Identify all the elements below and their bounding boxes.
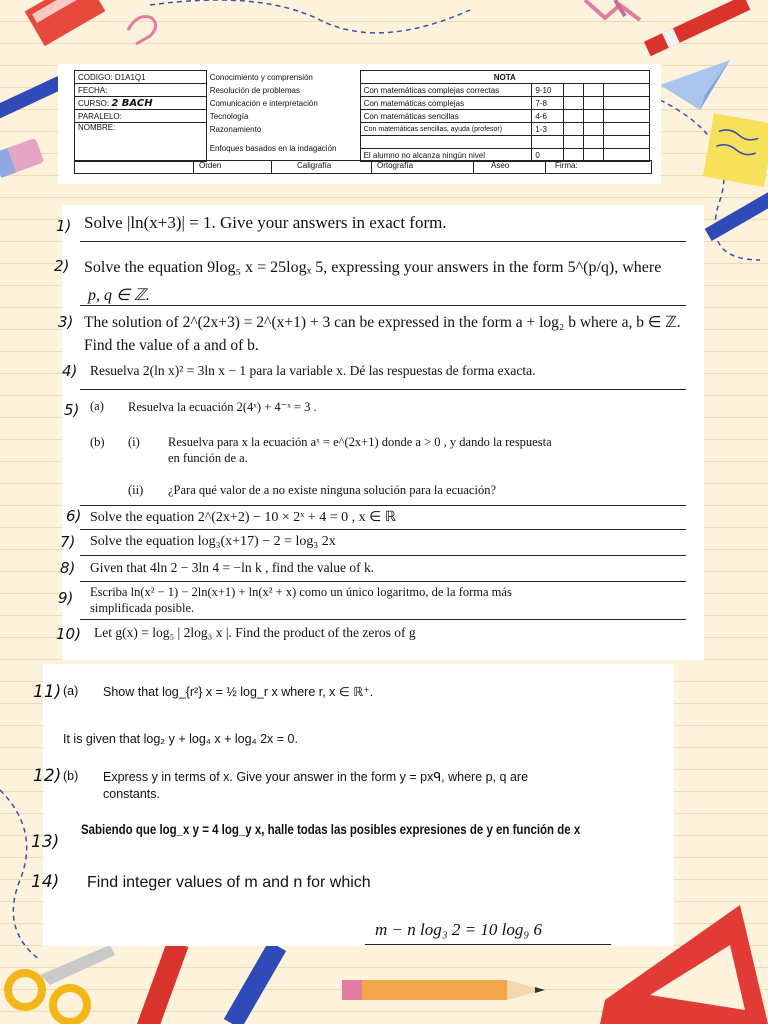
- criterion-3: Comunicación e interpretación: [206, 97, 360, 110]
- problem-12-part: (b): [63, 769, 79, 783]
- nota-label-5: El alumno no alcanza ningún nivel: [360, 149, 532, 162]
- problem-5bii-text: ¿Para qué valor de a no existe ninguna solución para la ecuación?: [168, 483, 496, 497]
- nota-label-4: Con matemáticas sencillas, ayuda (profesor): [360, 123, 532, 136]
- problem-12-text: Express y in terms of x. Give your answer in the form y = pxᑫ, where p, q are: [103, 770, 529, 784]
- orden-label: Orden: [199, 161, 222, 170]
- problem-14-number: 14): [31, 872, 60, 892]
- problem-5bii-label: (ii): [128, 483, 144, 497]
- code-cell: CODIGO: D1A1Q1: [75, 71, 207, 84]
- problem-12-text-2: constants.: [103, 787, 160, 801]
- paralelo-cell: PARALELO:: [75, 110, 207, 123]
- problem-sheet-1: [54, 205, 704, 660]
- problem-6-text: Solve the equation 2^(2x+2) − 10 × 2ˣ + 4 = 0 , x ∈ ℝ: [90, 510, 396, 525]
- problem-4-text: Resuelva 2(ln x)² = 3ln x − 1 para la variable x. Dé las respuestas de forma exacta.: [90, 363, 536, 378]
- criterion-4: Tecnología: [206, 110, 360, 123]
- nota-label-1: Con matemáticas complejas correctas: [360, 84, 532, 97]
- ortografia-label: Ortografía: [377, 161, 414, 170]
- nota-title: NOTA: [360, 71, 649, 84]
- problem-5a-label: (a): [90, 399, 104, 413]
- curso-label: CURSO:: [78, 98, 110, 108]
- problem-sheet-2: [31, 664, 674, 946]
- problem-11-part: (a): [63, 684, 79, 698]
- nota-label-3: Con matemáticas sencillas: [360, 110, 532, 123]
- problem-8-text: Given that 4ln 2 − 3ln 4 = −ln k , find the value of k.: [90, 560, 375, 575]
- caligrafia-label: Caligrafía: [297, 161, 332, 170]
- nota-range-1: 9-10: [532, 84, 564, 97]
- problem-3-text: The solution of 2^(2x+3) = 2^(x+1) + 3 can be expressed in the form a + log₂ b where a, b ∈ ℤ.: [84, 314, 681, 331]
- problem-14-equation: m − n log₃ 2 = 10 log₉ 6: [375, 920, 542, 939]
- problem-13-text: Sabiendo que log_x y = 4 log_y x, halle todas las posibles expresiones de y en función de x: [81, 821, 581, 837]
- problem-11-text: Show that log_{r²} x = ½ log_r x where r, x ∈ ℝ⁺.: [103, 685, 374, 699]
- problem-11-number: 11): [33, 682, 62, 702]
- grading-table: [74, 70, 650, 162]
- aseo-label: Aseo: [491, 161, 510, 170]
- nombre-cell: NOMBRE:: [75, 123, 207, 162]
- problem-14-text: Find integer values of m and n for which: [87, 874, 371, 891]
- nota-range-2: 7-8: [532, 97, 564, 110]
- problem-5bi-label: (i): [128, 435, 140, 449]
- problem-9-number: 9): [58, 589, 74, 607]
- problem-3-text-2: Find the value of a and of b.: [84, 337, 259, 354]
- footer-row: [74, 160, 652, 174]
- nota-range-3: 4-6: [532, 110, 564, 123]
- problem-7-number: 7): [60, 533, 76, 551]
- problem-10-text: Let g(x) = log₅ | 2log₃ x |. Find the product of the zeros of g: [94, 625, 416, 640]
- problem-1-number: 1): [56, 217, 72, 235]
- problem-12-number: 12): [33, 766, 62, 786]
- problem-5bi-text: Resuelva para x la ecuación aˣ = e^(2x+1) donde a > 0 , y dando la respuesta: [168, 435, 552, 449]
- problem-4-number: 4): [62, 362, 78, 380]
- nota-range-4: 1-3: [532, 123, 564, 136]
- problem-7-text: Solve the equation log₃(x+17) − 2 = log₃ 2x: [90, 534, 336, 549]
- problem-3-number: 3): [58, 313, 74, 331]
- criterion-2: Resolución de problemas: [206, 84, 360, 97]
- curso-value: 2 BACH: [111, 97, 153, 109]
- problem-1-text: Solve |ln(x+3)| = 1. Give your answers in exact form.: [84, 213, 447, 232]
- criterion-6: Enfoques basados en la indagación: [206, 136, 360, 162]
- firma-label: Firma:: [555, 161, 578, 170]
- fecha-cell: FECHA:: [75, 84, 207, 97]
- problem-2-text-2: p, q ∈ ℤ.: [88, 287, 150, 304]
- evaluation-header: [58, 64, 661, 184]
- nota-label-2: Con matemáticas complejas: [360, 97, 532, 110]
- problem-5bi-text-2: en función de a.: [168, 451, 248, 465]
- problem-2-number: 2): [54, 257, 70, 275]
- problem-9-text-2: simplificada posible.: [90, 601, 195, 615]
- given-statement: It is given that log₂ y + log₄ x + log₄ 2x = 0.: [63, 732, 298, 746]
- problem-10-number: 10): [56, 625, 81, 643]
- problem-2-text: Solve the equation 9log₅ x = 25logₓ 5, expressing your answers in the form 5^(p/q), where: [84, 259, 662, 276]
- problem-6-number: 6): [66, 507, 82, 525]
- criterion-5: Razonamiento: [206, 123, 360, 136]
- problem-9-text: Escriba ln(x² − 1) − 2ln(x+1) + ln(x² + x) como un único logaritmo, de la forma más: [90, 585, 512, 599]
- problem-5a-text: Resuelva la ecuación 2(4ˣ) + 4⁻ˣ = 3 .: [128, 400, 317, 414]
- curso-cell: [75, 97, 207, 110]
- problem-8-number: 8): [60, 559, 76, 577]
- criterion-1: Conocimiento y comprensión: [206, 71, 360, 84]
- problem-13-number: 13): [31, 832, 60, 852]
- problem-5b-label: (b): [90, 435, 105, 449]
- nota-range-5: 0: [532, 149, 564, 162]
- problem-5-number: 5): [64, 401, 80, 419]
